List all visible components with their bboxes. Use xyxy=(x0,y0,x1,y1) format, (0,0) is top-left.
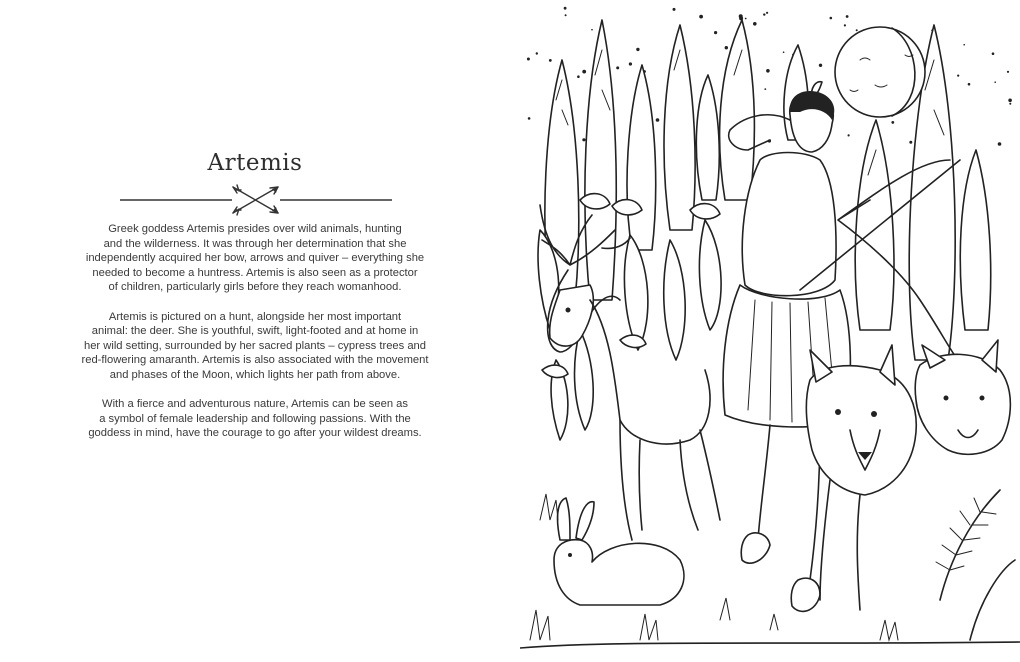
star xyxy=(577,75,580,78)
star xyxy=(582,138,585,141)
crossed-arrows-icon xyxy=(120,180,392,220)
star xyxy=(891,121,894,124)
star xyxy=(745,18,747,20)
star xyxy=(527,58,530,61)
star xyxy=(591,29,593,31)
star xyxy=(957,75,959,77)
star xyxy=(783,51,785,53)
star xyxy=(766,69,770,73)
paragraph-line: her wild setting, surrounded by her sacred plants – cypress trees and xyxy=(83,339,427,352)
star xyxy=(963,44,965,46)
star xyxy=(656,118,660,122)
star xyxy=(848,134,850,136)
paragraph-line: animal: the deer. She is youthful, swift, light-footed and at home in xyxy=(91,325,419,338)
star xyxy=(1007,71,1009,73)
star xyxy=(536,52,538,54)
paragraph-3 xyxy=(55,397,455,441)
boar xyxy=(915,340,1010,454)
paragraph-1 xyxy=(55,222,455,295)
star xyxy=(582,70,586,74)
paragraph-line: red-flowering amaranth. Artemis is also associated with the movement xyxy=(81,354,429,367)
paragraph-line: of children, particularly girls before they reach womanhood. xyxy=(108,281,402,294)
paragraph-line: Greek goddess Artemis presides over wild animals, hunting xyxy=(108,223,402,235)
paragraph-line: and the wilderness. It was through her determination that she xyxy=(103,237,407,250)
paragraph-line: needed to become a huntress. Artemis is also seen as a protector xyxy=(92,266,418,279)
paragraph-line: Artemis is pictured on a hunt, alongside her most important xyxy=(108,310,402,323)
body-text xyxy=(55,222,455,456)
star xyxy=(629,62,632,65)
star xyxy=(616,66,619,69)
star xyxy=(830,17,833,20)
star xyxy=(725,46,728,49)
star xyxy=(992,52,995,55)
star xyxy=(753,22,757,26)
star xyxy=(968,83,971,86)
paragraph-line: independently acquired her bow, arrows and quiver – everything she xyxy=(85,252,425,265)
rabbit xyxy=(554,498,684,605)
star xyxy=(819,64,822,67)
star xyxy=(846,15,849,18)
page-title: Artemis xyxy=(207,150,303,176)
star xyxy=(739,14,743,18)
star xyxy=(565,14,567,16)
star xyxy=(714,31,717,34)
paragraph-line: a symbol of female leadership and following passions. With the xyxy=(99,412,411,425)
star xyxy=(528,117,531,120)
star xyxy=(994,81,996,83)
artemis-coloring-illustration xyxy=(520,0,1020,662)
star xyxy=(763,13,765,15)
star xyxy=(844,24,846,26)
star xyxy=(673,8,676,11)
star xyxy=(766,12,768,14)
paragraph-line: goddess in mind, have the courage to go after your wildest dreams. xyxy=(88,427,422,440)
star xyxy=(699,15,703,19)
star xyxy=(998,142,1002,146)
paragraph-2 xyxy=(55,310,455,383)
fern xyxy=(936,490,1015,640)
star xyxy=(856,29,858,31)
star xyxy=(764,88,766,90)
star xyxy=(636,48,639,51)
star xyxy=(1008,99,1012,103)
paragraph-line: With a fierce and adventurous nature, Artemis can be seen as xyxy=(102,398,408,411)
star xyxy=(564,7,567,10)
star xyxy=(909,141,912,144)
paragraph-line: and phases of the Moon, which lights her path from above. xyxy=(109,368,401,381)
wolf xyxy=(806,345,916,610)
moon xyxy=(835,27,925,117)
star xyxy=(1009,103,1011,105)
illustration-page xyxy=(520,0,1020,662)
star xyxy=(549,59,552,62)
